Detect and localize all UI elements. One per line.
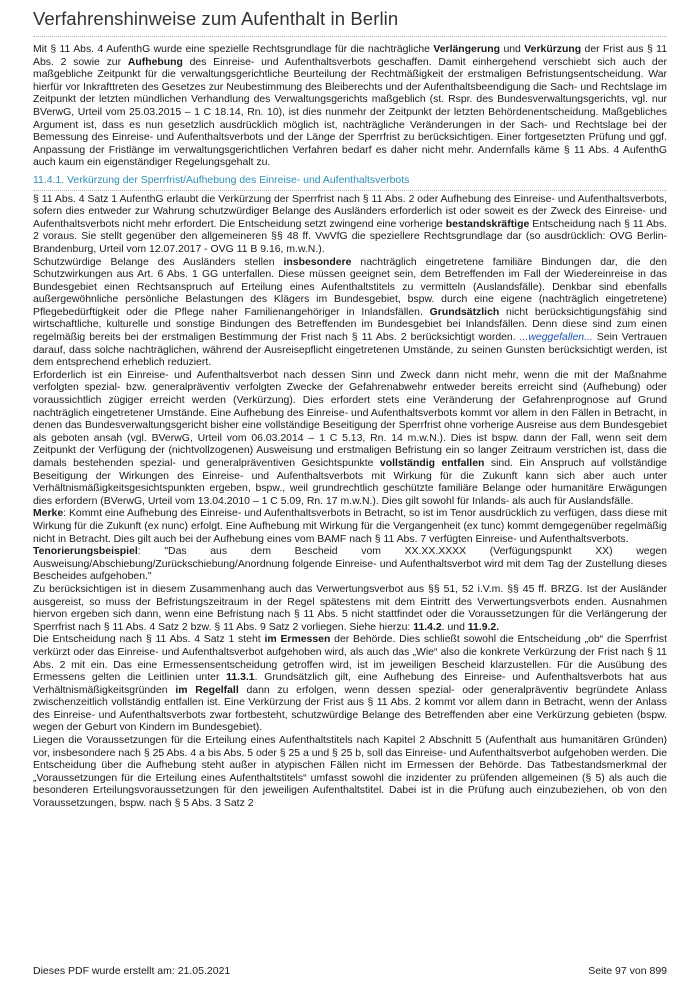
paragraph-protected-interests: Schutzwürdige Belange des Ausländers stellen insbesondere nachträglich eingetretene familiäre Bindungen dar, die den Schutzwirkungen aus Art. 6 Abs. 1 GG unterfallen. Diese müssen geeignet sein, dem Betreffenden im Fall der Wiedereinreise in das Bundesgebiet einen Rechtsanspruch auf Erteilung eines Aufenthaltstitels zu vermitteln (Auslandsfälle). Denkbar sind ebenfalls außergewöhnliche persönliche Belastungen des Klägers im Bundesgebiet, bspw. durch eine eigene (nachträglich eingetretene) Pflegebedürftigkeit oder die Pflege naher Familienangehöriger in Inlandsfällen. Grundsätzlich nicht berücksichtigungsfähig sind wirtschaftliche, kulturelle und sonstige Bindungen des Betreffenden im Bundesgebiet bei Inlandsfällen. Denn diese sind zum einen regelmäßig bereits bei der erstmaligen Bestimmung der Frist nach § 11 Abs. 2 berücksichtigt worden. ...weggefallen... Sein Vertrauen darauf, dass solche nachträglichen, während der Ausreisepflicht eingetretenen Umstände, zu seinen Gunsten berücksichtigt werden, ist dem entsprechend erheblich reduziert.: [33, 256, 667, 369]
page-footer: [33, 965, 667, 977]
crossref-11-9-2: 11.9.2.: [467, 621, 500, 633]
footer-page-number: Seite 97 von 899: [588, 965, 667, 977]
footer-created-date: Dieses PDF wurde erstellt am: 21.05.2021: [33, 965, 231, 977]
paragraph-verwertungsverbot: Zu berücksichtigen ist in diesem Zusammenhang auch das Verwertungsverbot aus §§ 51, 52 i.V.m. §§ 45 ff. BRZG. Ist der Ausländer ausgereist, so muss der Befristungszeitraum in der Regel spätestens mit dem Eintritt des Verwertungsverbots enden. Ausnahmen hiervon ergeben sich dann, wenn eine Befristung nach § 11 Abs. 5 nicht stattfindet oder die Voraussetzungen für die Verlängerung der Sperrfrist nach § 11 Abs. 4 Satz 2 bzw. § 11 Abs. 9 Satz 2 vorliegen. Siehe hierzu: 11.4.2. und 11.9.2.: [33, 583, 667, 633]
page-title: Verfahrenshinweise zum Aufenthalt in Berlin: [33, 8, 667, 37]
intro-paragraph: Mit § 11 Abs. 4 AufenthG wurde eine spezielle Rechtsgrundlage für die nachträgliche Verlängerung und Verkürzung der Frist aus § 11 Abs. 2 sowie zur Aufhebung des Einreise- und Aufenthaltsverbots geschaffen. Damit einhergehend verschiebt sich auch der maßgebliche Zeitpunkt für die verwaltungsgerichtliche Beurteilung der Rechtmäßigkeit der erstmaligen Befristungsentscheidung. War hierfür vor Inkrafttreten des Gesetzes zur Neubestimmung des Bleiberechts und der Aufenthaltsbeendigung die Sach- und Rechtslage im Zeitpunkt der letzten mündlichen Verhandlung des Verwaltungsgerichts maßgeblich (st. Rspr. des Bundesverwaltungsgerichts, vgl. nur BVerwG, Urteil vom 25.03.2015 – 1 C 18.14, Rn. 10), ist dies nunmehr der Zeitpunkt der letzten Behördenentscheidung. Maßgebliches Argument ist, dass es nun gesetzlich ausdrücklich möglich ist, nachträgliche Veränderungen in der Sach- und Rechtslage bei der Bemessung des Einreise- und Aufenthaltsverbots und der Länge der Sperrfrist zu berücksichtigen. Einer fortgesetzten Prüfung und ggf. Anpassung der Fristlänge im verwaltungsgerichtlichen Verfahren bedarf es daher nicht mehr. Andernfalls käme § 11 Abs. 4 AufenthG auch kaum ein eigenständiger Regelungsgehalt zu.: [33, 44, 667, 169]
weggefallen-link[interactable]: ...weggefallen...: [519, 332, 593, 344]
crossref-11-4-2: 11.4.2: [413, 621, 442, 633]
paragraph-ermessen: Die Entscheidung nach § 11 Abs. 4 Satz 1 steht im Ermessen der Behörde. Dies schließt sowohl die Entscheidung „ob“ die Sperrfrist verkürzt oder das Einreise- und Aufenthaltsverbot aufgehoben wird, als auch das „Wie“ also die konkrete Verkürzung der Frist nach § 11 Abs. 2 mit ein. Das eine Ermessensentscheidung getroffen wird, ist im jeweiligen Bescheid klarzustellen. Für die Ausübung des Ermessens gelten die Leitlinien unter 11.3.1. Grundsätzlich gilt, eine Aufhebung des Einreise- und Aufenthaltsverbots hat aus Verhältnismäßigkeitsgründen im Regelfall dann zu erfolgen, wenn dessen spezial- oder generalpräventiv begründete Anlass zwischenzeitlich vollständig entfallen ist. Eine Verkürzung der Frist aus § 11 Abs. 2 kommt vor allem dann in Betracht, wenn der Anlass des Einreise- und Aufenthaltsverbots zwar fortbesteht, schutzwürdige Belange des Betreffenden aber eine Verkürzung gebieten (bspw. wegen der Geburt von Kindern im Bundesgebiet).: [33, 634, 667, 734]
paragraph-merke: Merke: Kommt eine Aufhebung des Einreise- und Aufenthaltsverbots in Betracht, so ist im Tenor ausdrücklich zu verfügen, dass diese mit Wirkung für die Zukunft (ex nunc) erfolgt. Eine Aufhebung mit Wirkung für die Vergangenheit (ex tunc) kommt demgegenüber regelmäßig nicht in Betracht. Dies gilt auch bei der Aufhebung eines vom BAMF nach § 11 Abs. 7 verfügten Einreise- und Aufenthaltsverbots.: [33, 508, 667, 545]
paragraph-purpose: Erforderlich ist ein Einreise- und Aufenthaltsverbot nach dessen Sinn und Zweck dann nicht mehr, wenn die mit der Maßnahme verfolgten spezial- bzw. generalpräventiv verfolgten Zwecke der Gefahrenabwehr entweder bereits erreicht sind (Aufhebung) oder voraussichtlich zügiger erreicht werden (Verkürzung). Dies erfordert stets eine Veränderung der Gefahrenprognose auf Grund nachträglich eingetretener Umstände. Eine Aufhebung des Einreise- und Aufenthaltsverbots kommt vor allem in den Fällen in Betracht, in denen das Bundesverwaltungsgericht bisher eine vollständige Beseitigung der Sperrfrist ohne vorherige Ausreise aus dem Bundesgebiet als geboten ansah (vgl. BVerwG, Urteil vom 06.03.2014 – 1 C 5.13, Rn. 14 m.w.N.). Dies ist bspw. dann der Fall, wenn seit dem Zeitpunkt der Verfügung der (nichtvollzogenen) Ausweisung und erstmaligen Befristung ein so langer Zeitraum verstrichen ist, dass die damals bestehenden spezial- und generalpräventiven Gesichtspunkte vollständig entfallen sind. Ein Anspruch auf vollständige Beseitigung der Wirkungen des Einreise- und Aufenthaltsverbots mit Wirkung für die Zukunft kann sich aber auch unter Verhältnismäßigkeitsgesichtspunkten ergeben, bspw., weil grundrechtlich geschützte familiäre Belange oder humanitäre Erwägungen dies erfordern (BVerwG, Urteil vom 13.04.2010 – 1 C 5.09, Rn. 17 m.w.N.). Dies gilt sowohl für Inlands- als auch für Auslandsfälle.: [33, 369, 667, 507]
section-heading-11-4-1: 11.4.1. Verkürzung der Sperrfrist/Aufhebung des Einreise- und Aufenthaltsverbots: [33, 175, 667, 191]
crossref-11-3-1: 11.3.1: [226, 672, 255, 684]
paragraph-legal-basis: § 11 Abs. 4 Satz 1 AufenthG erlaubt die Verkürzung der Sperrfrist nach § 11 Abs. 2 oder Aufhebung des Einreise- und Aufenthaltsverbots, sofern dies entweder zur Wahrung schutzwürdiger Belange des Ausländers erforderlich ist oder soweit es der Zweck des Einreise- und Aufenthaltsverbots nicht mehr erfordert. Die Entscheidung setzt zwingend eine vorherige bestandskräftige Entscheidung nach § 11 Abs. 2 voraus. Sie stellt gegenüber den allgemeineren §§ 48 ff. VwVfG die speziellere Rechtsgrundlage dar (so ausdrücklich: OVG Berlin-Brandenburg, Urteil vom 12.07.2017 - OVG 11 B 9.16, m.w.N.).: [33, 193, 667, 255]
paragraph-humanitarian: Liegen die Voraussetzungen für die Erteilung eines Aufenthaltstitels nach Kapitel 2 Abschnitt 5 (Aufenthalt aus humanitären Gründen) vor, insbesondere nach § 25 Abs. 4 a bis Abs. 5 oder § 25 a und § 25 b, soll das Einreise- und Aufenthaltsverbot aufgehoben werden. Die Entscheidung über die Aufhebung steht außer in atypischen Fällen nicht im Ermessen der Behörde. Das Tatbestandsmerkmal der „Voraussetzungen für die Erteilung eines Aufenthaltstitels“ umfasst sowohl die inzidenter zu prüfenden allgemeinen (§ 5) als auch die besonderen Erteilungsvoraussetzungen für den jeweiligen Aufenthaltstitel. Dabei ist in die Prüfung auch einzubeziehen, ob von den Voraussetzungen, bspw. nach § 5 Abs. 3 Satz 2: [33, 735, 667, 810]
document-page: [33, 8, 667, 811]
paragraph-tenorierungsbeispiel: Tenorierungsbeispiel: "Das aus dem Bescheid vom XX.XX.XXXX (Verfügungspunkt XX) wegen Ausweisung/Abschiebung/Zurückschiebung/Anordnung folgende Einreise- und Aufenthaltsverbot wird mit dem Tag der Zustellung dieses Bescheides aufgehoben.": [33, 546, 667, 583]
